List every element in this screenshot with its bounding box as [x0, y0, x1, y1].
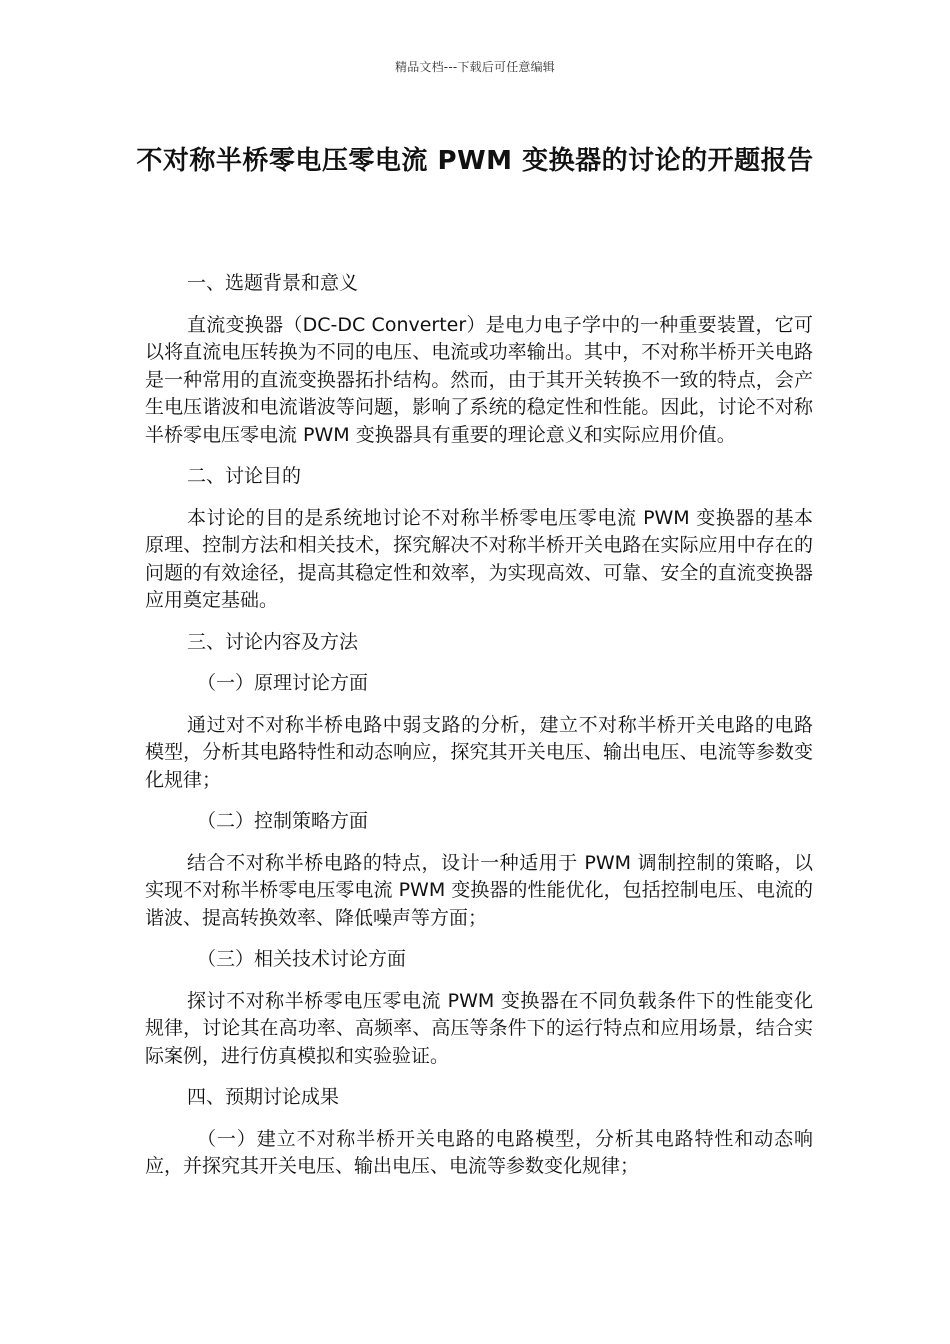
paragraph-principle: 通过对不对称半桥电路中弱支路的分析，建立不对称半桥开关电路的电路模型，分析其电路特性和动态响应，探究其开关电压、输出电压、电流等参数变化规律；: [145, 713, 813, 791]
paragraph-control-strategy: 结合不对称半桥电路的特点，设计一种适用于 PWM 调制控制的策略，以实现不对称半桥零电压零电流 PWM 变换器的性能优化，包括控制电压、电流的谐波、提高转换效率、降低噪声等方面；: [145, 851, 813, 929]
document-body: [145, 270, 813, 1195]
subheading-principle: （一）原理讨论方面: [197, 672, 369, 694]
subheading-control-strategy: （二）控制策略方面: [197, 810, 369, 832]
section-heading-content-methods: 三、讨论内容及方法: [187, 630, 359, 653]
page-header: 精品文档---下载后可任意编辑: [395, 60, 555, 74]
subheading-related-tech: （三）相关技术讨论方面: [197, 948, 407, 970]
section-heading-purpose: 二、讨论目的: [187, 465, 302, 487]
document-title: 不对称半桥零电压零电流 PWM 变换器的讨论的开题报告: [136, 146, 814, 176]
section-heading-expected-results: 四、预期讨论成果: [187, 1086, 340, 1108]
paragraph-related-tech: 探讨不对称半桥零电压零电流 PWM 变换器在不同负载条件下的性能变化规律，讨论其在高功率、高频率、高压等条件下的运行特点和应用场景，结合实际案例，进行仿真模拟和实验验证。: [145, 989, 813, 1067]
paragraph-expected-result-1: （一）建立不对称半桥开关电路的电路模型，分析其电路特性和动态响应，并探究其开关电压、输出电压、电流等参数变化规律；: [145, 1127, 813, 1177]
paragraph-background: 直流变换器（DC-DC Converter）是电力电子学中的一种重要装置，它可以将直流电压转换为不同的电压、电流或功率输出。其中，不对称半桥开关电路是一种常用的直流变换器拓扑结构。然而，由于其开关转换不一致的特点，会产生电压谐波和电流谐波等问题，影响了系统的稳定性和性能。因此，讨论不对称半桥零电压零电流 PWM 变换器具有重要的理论意义和实际应用价值。: [145, 313, 813, 446]
section-heading-background: 一、选题背景和意义: [187, 272, 359, 294]
paragraph-purpose: 本讨论的目的是系统地讨论不对称半桥零电压零电流 PWM 变换器的基本原理、控制方法和相关技术，探究解决不对称半桥开关电路在实际应用中存在的问题的有效途径，提高其稳定性和效率，为实现高效、可靠、安全的直流变换器应用奠定基础。: [145, 506, 813, 611]
